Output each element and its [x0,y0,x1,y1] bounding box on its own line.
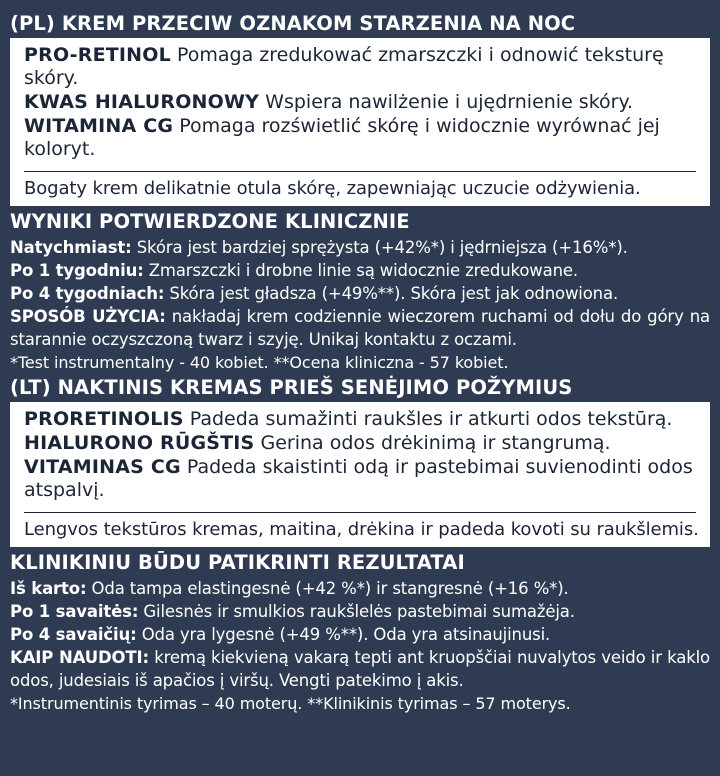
result-label: Po 4 tygodniach: [10,284,165,303]
label-frame [10,10,710,766]
ingredient-desc: Wspiera nawilżenie i ujędrnienie skóry. [265,91,634,113]
result-label: Po 4 savaičių: [10,625,137,644]
pl-ingredient-3 [24,115,698,161]
result-label: Po 1 tygodniu: [10,261,144,280]
result-text: Skóra jest bardziej sprężysta (+42%*) i jędrniejsza (+16%*). [136,238,628,257]
pl-usage [10,305,710,351]
lt-ingredient-3 [24,456,698,502]
lt-ingredient-1 [24,408,698,431]
result-text: Zmarszczki i drobne linie są widocznie zredukowane. [148,261,578,280]
result-text: Oda tampa elastingesnė (+42 %*) ir stangresnė (+16 %*). [91,579,569,598]
pl-result-3 [10,282,710,305]
result-label: Iš karto: [10,579,87,598]
pl-ingredient-1 [24,44,698,90]
lt-results-title: KLINIKINIU BŪDU PATIKRINTI REZULTATAI [10,551,465,574]
pl-footnote: *Test instrumentalny - 40 kobiet. **Ocena kliniczna - 57 kobiet. [10,353,509,372]
divider [24,171,696,172]
lt-ingredients-panel [10,402,710,547]
result-text: Skóra jest gładsza (+49%**). Skóra jest jak odnowiona. [169,284,619,303]
lt-result-2 [10,600,710,623]
lt-result-3 [10,623,710,646]
ingredient-name: PRO-RETINOL [24,44,171,66]
lt-title: (LT) NAKTINIS KREMAS PRIEŠ SENĖJIMO POŽYMIUS [10,376,573,399]
pl-title: (PL) KREM PRZECIW OZNAKOM STARZENIA NA NOC [10,12,576,35]
ingredient-name: VITAMINAS CG [24,456,181,478]
lt-blurb: Lengvos tekstūros kremas, maitina, drėkina ir padeda kovoti su raukšlemis. [24,519,699,540]
ingredient-desc: Pomaga rozświetlić skórę i widocznie wyrównać jej koloryt. [24,115,660,160]
pl-result-1 [10,236,710,259]
lt-result-1 [10,577,710,600]
lt-ingredient-2 [24,432,698,455]
usage-text: nakładaj krem codziennie wieczorem ruchami od dołu do góry na starannie oczyszczoną twarz i szyję. Unikaj kontaktu z oczami. [10,307,710,349]
result-label: Natychmiast: [10,238,132,257]
ingredient-name: WITAMINA CG [24,115,174,137]
result-text: Gilesnės ir smulkios raukšlelės pastebimai sumažėja. [143,602,575,621]
result-label: Po 1 savaitės: [10,602,139,621]
pl-blurb: Bogaty krem delikatnie otula skórę, zapewniając uczucie odżywienia. [24,178,641,199]
divider [24,512,696,513]
usage-label: KAIP NAUDOTI: [10,648,149,667]
ingredient-name: KWAS HIALURONOWY [24,91,260,113]
usage-label: SPOSÓB UŻYCIA: [10,307,166,326]
ingredient-desc: Padeda sumažinti raukšles ir atkurti odos tekstūrą. [189,408,673,430]
ingredient-name: PRORETINOLIS [24,408,184,430]
ingredient-desc: Padeda skaistinti odą ir pastebimai suvienodinti odos atspalvį. [24,456,693,501]
lt-usage [10,646,710,692]
lt-footnote: *Instrumentinis tyrimas – 40 moterų. **Klinikinis tyrimas – 57 moterys. [10,694,571,713]
ingredient-name: HIALURONO RŪGŠTIS [24,432,255,454]
ingredient-desc: Gerina odos drėkinimą ir stangrumą. [260,432,611,454]
result-text: Oda yra lygesnė (+49 %**). Oda yra atsinaujinusi. [141,625,551,644]
ingredient-desc: Pomaga zredukować zmarszczki i odnowić teksturę skóry. [24,44,664,89]
usage-text: kremą kiekvieną vakarą tepti ant kruopščiai nuvalytos veido ir kaklo odos, judesiais iš apačios į viršų. Vengti patekimo į akis. [10,648,710,690]
pl-ingredients-panel [10,38,710,206]
pl-results-title: WYNIKI POTWIERDZONE KLINICZNIE [10,210,410,233]
pl-ingredient-2 [24,91,698,114]
pl-result-2 [10,259,710,282]
